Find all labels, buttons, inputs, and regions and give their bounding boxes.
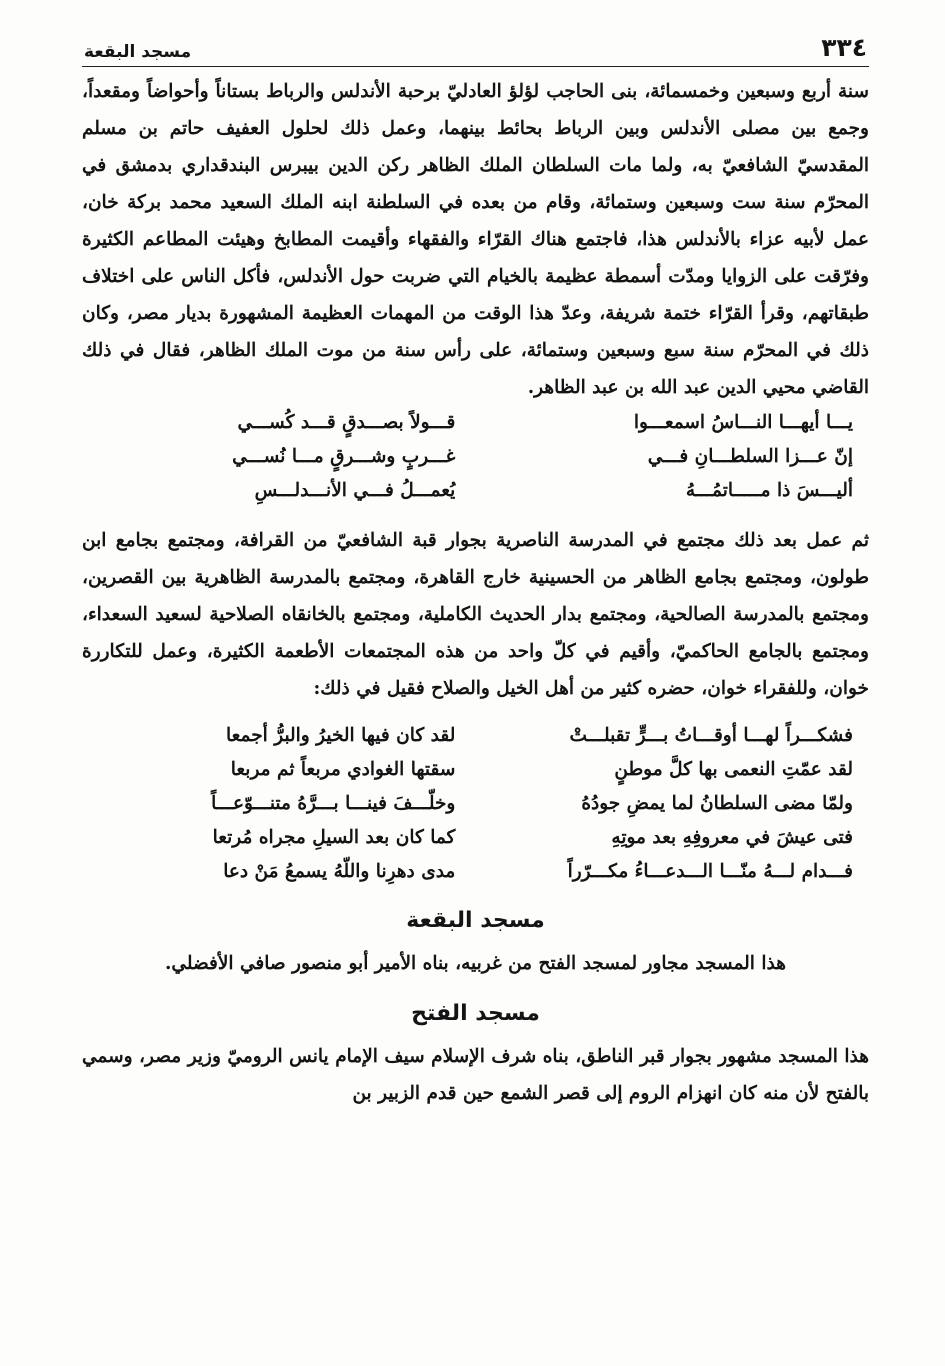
poem-second-hemistich: كما كان بعد السيلِ مجراه مُرتعا xyxy=(212,827,456,848)
poem-second-hemistich: مدى دهرِنا واللّهُ يسمعُ مَنْ دعا xyxy=(223,861,456,882)
poem-first-hemistich: فتى عيشَ في معروفِهِ بعد موتِهِ xyxy=(611,827,853,848)
poem-first-hemistich: يـــا أيهـــا النـــاسُ اسمعـــوا xyxy=(633,412,853,433)
poem-couplet xyxy=(130,787,853,821)
poem-first-hemistich: ولمّا مضى السلطانُ لما يمضِ جودُهُ xyxy=(581,793,853,814)
running-title: مسجد البقعة xyxy=(84,42,192,62)
poem-second-hemistich: غـــربٍ وشـــرقٍ مـــا نُســـي xyxy=(232,446,456,467)
paragraph-middle: ثم عمل بعد ذلك مجتمع في المدرسة الناصرية بجوار قبة الشافعيّ من القرافة، ومجتمع بجامع ابن طولون، ومجتمع بجامع الظاهر من الحسينية خارج القاهرة، ومجتمع بالمدرسة الظاهرية بين القصرين، ومجتمع بالمدرسة الصالحية، ومجتمع بدار الحديث الكاملية، ومجتمع بالخانقاه الصلاحية لسعيد السعداء، ومجتمع بالجامع الحاكميّ، وأقيم في كلّ واحد من هذه المجتمعات الأطعمة الكثيرة، وعمل للتكاررة خوان، وللفقراء خوان، حضره كثير من أهل الخيل والصلاح فقيل في ذلك: xyxy=(82,530,869,699)
poem-first-hemistich: فشكـــراً لهـــا أوقـــاتُ بـــرٍّ تقبلـــتْ xyxy=(569,725,853,746)
section-title-fath: مسجد الفتح xyxy=(411,1001,540,1026)
poem-first-hemistich: لقد عمّتِ النعمى بها كلَّ موطنٍ xyxy=(614,759,853,780)
poem-second-hemistich: وخلّـــفَ فينـــا بـــرَّهُ متنـــوّعـــاً xyxy=(211,793,456,814)
paragraph-fath: هذا المسجد مشهور بجوار قبر الناطق، بناه شرف الإسلام سيف الإمام يانس الروميّ وزير مصر، وسمي بالفتح لأن منه كان انهزام الروم إلى قصر الشمع حين قدم الزبير بن xyxy=(82,1046,869,1104)
poem-one xyxy=(82,406,869,508)
poem-couplet xyxy=(130,719,853,753)
section-title-buqa: مسجد البقعة xyxy=(406,908,545,933)
poem-couplet xyxy=(130,753,853,787)
poem-second-hemistich: قـــولاً بصـــدقٍ قـــد كُســـي xyxy=(237,412,456,433)
poem-couplet xyxy=(130,440,853,474)
poem-second-hemistich: يُعمـــلُ فـــي الأنـــدلـــسِ xyxy=(254,480,456,501)
poem-couplet xyxy=(130,855,853,889)
poem-second-hemistich: لقد كان فيها الخيرُ والبرُّ أجمعا xyxy=(225,725,456,746)
poem-first-hemistich: أليـــسَ ذا مـــــاتمُـــهُ xyxy=(685,480,853,501)
page-number: ٣٣٤ xyxy=(821,33,867,62)
paragraph-buqa: هذا المسجد مجاور لمسجد الفتح من غربيه، بناه الأمير أبو منصور صافي الأفضلي. xyxy=(164,953,786,974)
poem-second-hemistich: سقتها الغوادي مربعاً ثم مربعا xyxy=(230,759,456,780)
poem-couplet xyxy=(130,821,853,855)
poem-first-hemistich: إنّ عـــزا السلطـــانِ فـــي xyxy=(647,446,853,467)
poem-two xyxy=(82,719,869,889)
poem-couplet xyxy=(130,406,853,440)
poem-couplet xyxy=(130,474,853,508)
paragraph-opening: سنة أربع وسبعين وخمسمائة، بنى الحاجب لؤلؤ العادليّ برحبة الأندلس والرباط بستاناً وأحواضاً ومقعداً، وجمع بين مصلى الأندلس وبين الرباط بحائط بينهما، وعمل ذلك لحلول العفيف حاتم بن مسلم المقدسيّ الشافعيّ به، ولما مات السلطان الملك الظاهر ركن الدين بيبرس البندقداري بدمشق في المحرّم سنة ست وسبعين وستمائة، وقام من بعده في السلطنة ابنه الملك السعيد محمد بركة خان، عمل لأبيه عزاء بالأندلس هذا، فاجتمع هناك القرّاء والفقهاء وأقيمت المطابخ وهيئت المطاعم الكثيرة وفرّقت على الزوايا ومدّت أسمطة عظيمة بالخيام التي ضربت حول الأندلس، فأكل الناس على اختلاف طبقاتهم، وقرأ القرّاء ختمة شريفة، وعدّ هذا الوقت من المهمات العظيمة المشهورة بديار مصر، وكان ذلك في المحرّم سنة سبع وسبعين وستمائة، على رأس سنة من موت الملك الظاهر، فقال في ذلك القاضي محيي الدين عبد الله بن عبد الظاهر. xyxy=(82,81,869,398)
running-header xyxy=(82,28,869,67)
poem-first-hemistich: فـــدام لـــهُ منّـــا الـــدعـــاءُ مكـــرّراً xyxy=(567,861,853,882)
